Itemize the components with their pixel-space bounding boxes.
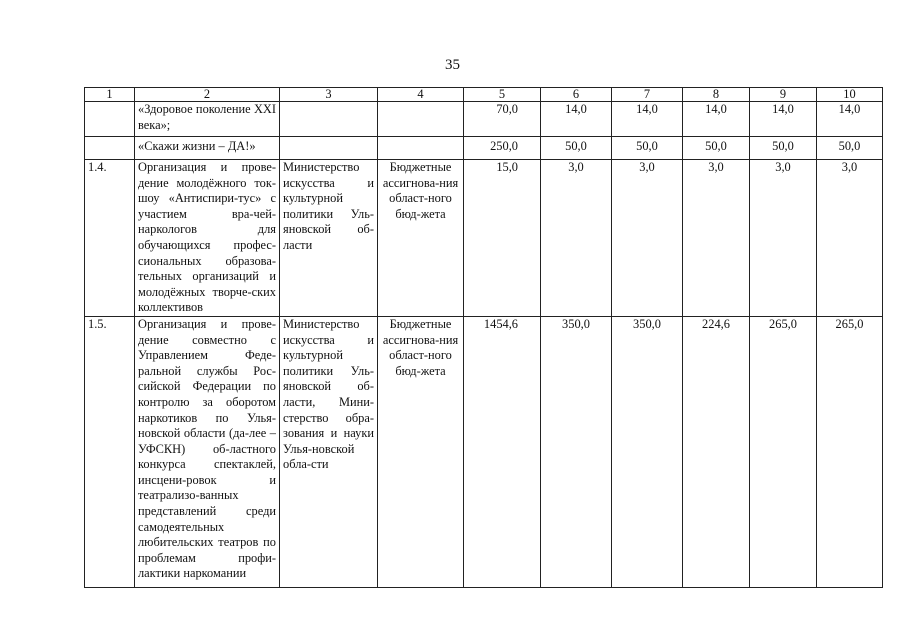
funding-source [378,102,464,137]
value-year: 14,0 [683,102,750,137]
value-year: 224,6 [683,316,750,587]
program-table [84,87,883,588]
header-cell: 4 [378,88,464,102]
table-row [85,137,883,160]
row-number [85,137,135,160]
value-year: 3,0 [683,160,750,317]
header-cell: 6 [541,88,612,102]
value-year: 50,0 [541,137,612,160]
header-cell: 5 [464,88,541,102]
value-year: 3,0 [612,160,683,317]
value-total: 70,0 [464,102,541,137]
value-year: 265,0 [750,316,817,587]
funding-source: Бюджетные ассигнова-ния област-ного бюд-жета [378,160,464,317]
value-total: 250,0 [464,137,541,160]
row-number [85,102,135,137]
value-year: 50,0 [612,137,683,160]
event-name: «Здоровое поколение XXI века»; [135,102,280,137]
event-name: «Скажи жизни – ДА!» [135,137,280,160]
header-cell: 9 [750,88,817,102]
value-total: 15,0 [464,160,541,317]
header-row [85,88,883,102]
table-row [85,316,883,587]
executor: Министерство искусства и культурной политики Уль-яновской об-ласти [280,160,378,317]
header-cell: 8 [683,88,750,102]
value-year: 50,0 [817,137,883,160]
event-name: Организация и прове-дение молодёжного ток-шоу «Антиспири-тус» с участием вра-чей-наркологов для обучающихся профес-сиональных образова-тельных организаций и молодёжных творче-ских коллективов [135,160,280,317]
header-cell: 2 [135,88,280,102]
value-year: 350,0 [612,316,683,587]
value-year: 14,0 [541,102,612,137]
value-year: 50,0 [750,137,817,160]
row-number: 1.5. [85,316,135,587]
value-year: 14,0 [817,102,883,137]
value-total: 1454,6 [464,316,541,587]
executor [280,137,378,160]
table-row [85,102,883,137]
page-number: 35 [445,57,460,73]
funding-source [378,137,464,160]
row-number: 1.4. [85,160,135,317]
value-year: 350,0 [541,316,612,587]
funding-source: Бюджетные ассигнова-ния област-ного бюд-жета [378,316,464,587]
header-cell: 3 [280,88,378,102]
header-cell: 10 [817,88,883,102]
value-year: 50,0 [683,137,750,160]
executor [280,102,378,137]
value-year: 14,0 [750,102,817,137]
event-name: Организация и прове-дение совместно с Управлением Феде-ральной службы Рос-сийской Федерации по контролю за оборотом наркотиков по Улья-новской области (да-лее – УФСКН) об-ластного конкурса спектаклей, инсцени-ровок и театрализо-ванных представлений среди самодеятельных любительских театров по проблемам профи-лактики наркомании [135,316,280,587]
value-year: 265,0 [817,316,883,587]
value-year: 14,0 [612,102,683,137]
header-cell: 1 [85,88,135,102]
header-cell: 7 [612,88,683,102]
value-year: 3,0 [817,160,883,317]
value-year: 3,0 [541,160,612,317]
table-row [85,160,883,317]
value-year: 3,0 [750,160,817,317]
executor: Министерство искусства и культурной политики Уль-яновской об-ласти, Мини-стерство обра-зования и науки Улья-новской обла-сти [280,316,378,587]
